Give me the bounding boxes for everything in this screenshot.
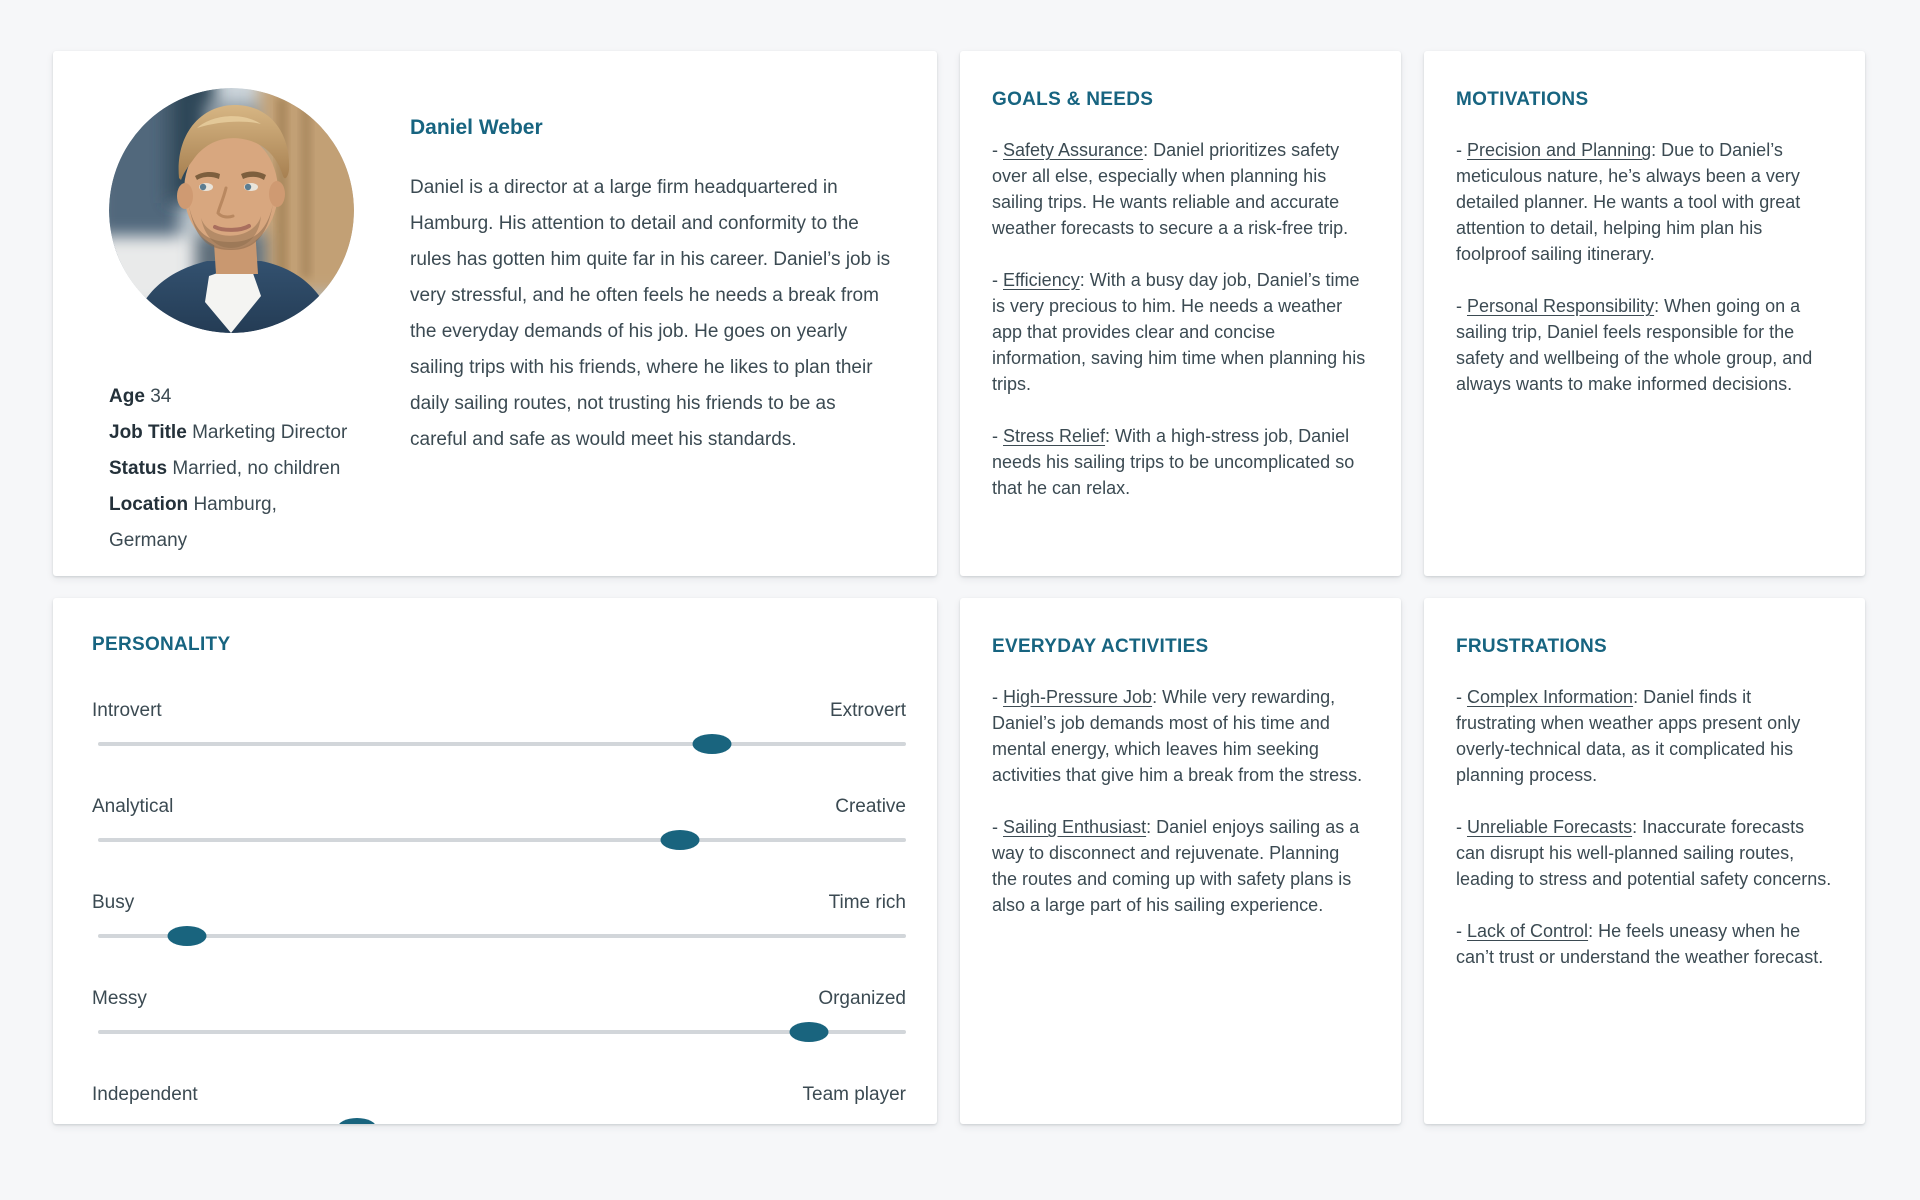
- bullet-item: [992, 684, 1369, 788]
- bullet-text: : While very rewarding, Daniel’s job demands most of his time and mental energy, which leaves him seeking activities that give him a break from the stress.: [992, 687, 1363, 785]
- bullet-item: [1456, 684, 1833, 788]
- detail-label: Age: [109, 386, 145, 407]
- personality-slider: [92, 988, 906, 1042]
- person-bio: Daniel is a director at a large firm headquartered in Hamburg. His attention to detail and conformity to the rules has gotten him quite far in his career. Daniel’s job is very stressful, and he often feels he needs a break from the everyday demands of his job. He goes on yearly sailing trips with his friends, where he likes to plan their daily sailing routes, not trusting his friends to be as careful and safe as would meet his standards.: [410, 177, 891, 450]
- bullet-term: Lack of Control: [1467, 921, 1589, 941]
- card-title-motivations: MOTIVATIONS: [1456, 89, 1589, 110]
- personality-slider: [92, 700, 906, 754]
- slider-right-label: Time rich: [828, 892, 906, 913]
- personality-slider: [92, 796, 906, 850]
- card-title-everyday: EVERYDAY ACTIVITIES: [992, 636, 1209, 657]
- bullet-text: : Daniel finds it frustrating when weather apps present only overly-technical data, as it complicated his planning process.: [1456, 687, 1801, 785]
- bullet-term: Sailing Enthusiast: [1003, 817, 1147, 837]
- frustrations-bullet-list: [1456, 684, 1833, 970]
- slider-labels: [92, 892, 906, 914]
- profile-details: [109, 379, 354, 559]
- slider-left-label: Messy: [92, 988, 147, 1009]
- bullet-term: Efficiency: [1003, 270, 1080, 290]
- everyday-activities-card: [960, 598, 1401, 1124]
- slider-track[interactable]: [98, 830, 906, 850]
- bullet-item: [1456, 137, 1833, 267]
- profile-photo: [109, 88, 354, 333]
- slider-right-label: Extrovert: [829, 700, 906, 721]
- slider-knob[interactable]: [167, 926, 206, 946]
- card-title-personality: PERSONALITY: [92, 634, 231, 655]
- bullet-term: High-Pressure Job: [1003, 687, 1153, 707]
- slider-knob[interactable]: [790, 1022, 829, 1042]
- slider-knob[interactable]: [693, 734, 732, 754]
- slider-knob[interactable]: [660, 830, 699, 850]
- bullet-prefix: -: [992, 140, 1003, 160]
- slider-track-line: [98, 742, 906, 746]
- bullet-text: : With a busy day job, Daniel’s time is very precious to him. He needs a weather app that provides clear and concise information, saving him time when planning his trips.: [992, 270, 1366, 394]
- bullet-term: Complex Information: [1467, 687, 1634, 707]
- bullet-text: : Daniel prioritizes safety over all else, especially when planning his sailing trips. He wants reliable and accurate weather forecasts to secure a a risk-free trip.: [992, 140, 1349, 238]
- bullet-item: [1456, 918, 1833, 970]
- slider-left-label: Analytical: [92, 796, 174, 817]
- detail-value: Hamburg, Germany: [109, 494, 277, 551]
- slider-labels: [92, 1084, 906, 1106]
- slider-track-line: [98, 838, 906, 842]
- bullet-prefix: -: [1456, 921, 1467, 941]
- slider-left-label: Introvert: [92, 700, 162, 721]
- bullet-prefix: -: [992, 270, 1003, 290]
- portrait-illustration: [109, 88, 354, 333]
- bullet-text: : Daniel enjoys sailing as a way to disconnect and rejuvenate. Planning the routes and coming up with safety plans is also a large part of his sailing experience.: [992, 817, 1360, 915]
- bullet-term: Stress Relief: [1003, 426, 1106, 446]
- slider-labels: [92, 988, 906, 1010]
- detail-row-job-title: [109, 415, 354, 451]
- slider-right-label: Creative: [835, 796, 906, 817]
- bullet-term: Precision and Planning: [1467, 140, 1652, 160]
- detail-value: Married, no children: [172, 458, 341, 479]
- detail-row-age: [109, 379, 354, 415]
- bullet-item: [992, 814, 1369, 918]
- bullet-prefix: -: [1456, 296, 1467, 316]
- personality-sliders: [92, 700, 906, 1124]
- detail-row-location: [109, 487, 354, 559]
- bullet-item: [992, 137, 1369, 241]
- slider-labels: [92, 796, 906, 818]
- detail-value: Marketing Director: [192, 422, 348, 443]
- slider-right-label: Organized: [818, 988, 906, 1009]
- slider-labels: [92, 700, 906, 722]
- bullet-text: : Inaccurate forecasts can disrupt his well-planned sailing routes, leading to stress and potential safety concerns.: [1456, 817, 1832, 889]
- slider-track-line: [98, 934, 906, 938]
- slider-left-label: Busy: [92, 892, 135, 913]
- bullet-term: Unreliable Forecasts: [1467, 817, 1633, 837]
- detail-label: Status: [109, 458, 168, 479]
- slider-track[interactable]: [98, 734, 906, 754]
- personality-card: [53, 598, 937, 1124]
- detail-value: 34: [150, 386, 172, 407]
- bullet-prefix: -: [992, 426, 1003, 446]
- bullet-prefix: -: [992, 687, 1003, 707]
- goals-bullet-list: [992, 137, 1369, 501]
- detail-row-status: [109, 451, 354, 487]
- bullet-item: [1456, 293, 1833, 397]
- personality-slider: [92, 892, 906, 946]
- bullet-text: : With a high-stress job, Daniel needs his sailing trips to be uncomplicated so that he can relax.: [992, 426, 1355, 498]
- slider-track[interactable]: [98, 926, 906, 946]
- bullet-text: : When going on a sailing trip, Daniel feels responsible for the safety and wellbeing of the whole group, and always wants to make informed decisions.: [1456, 296, 1813, 394]
- bullet-term: Personal Responsibility: [1467, 296, 1655, 316]
- detail-label: Job Title: [109, 422, 187, 443]
- slider-left-label: Independent: [92, 1084, 198, 1105]
- bullet-text: : Due to Daniel’s meticulous nature, he’s always been a very detailed planner. He wants a tool with great attention to detail, helping him plan his foolproof sailing itinerary.: [1456, 140, 1801, 264]
- bullet-prefix: -: [992, 817, 1003, 837]
- bullet-prefix: -: [1456, 687, 1467, 707]
- profile-right-column: [410, 88, 897, 546]
- slider-track[interactable]: [98, 1022, 906, 1042]
- bullet-item: [992, 423, 1369, 501]
- bullet-prefix: -: [1456, 140, 1467, 160]
- bullet-term: Safety Assurance: [1003, 140, 1144, 160]
- persona-board: [53, 51, 1865, 1124]
- profile-left-column: [109, 88, 354, 551]
- card-title-frustrations: FRUSTRATIONS: [1456, 636, 1608, 657]
- bullet-item: [992, 267, 1369, 397]
- profile-card: [53, 51, 937, 576]
- bullet-item: [1456, 814, 1833, 892]
- bullet-prefix: -: [1456, 817, 1467, 837]
- detail-label: Location: [109, 494, 189, 515]
- slider-right-label: Team player: [802, 1084, 906, 1105]
- personality-slider: [92, 1084, 906, 1124]
- card-title-goals: GOALS & NEEDS: [992, 89, 1154, 110]
- bullet-text: : He feels uneasy when he can’t trust or understand the weather forecast.: [1456, 921, 1824, 967]
- everyday-bullet-list: [992, 684, 1369, 918]
- slider-knob[interactable]: [337, 1118, 376, 1124]
- slider-track[interactable]: [98, 1118, 906, 1124]
- goals-needs-card: [960, 51, 1401, 576]
- motivations-card: [1424, 51, 1865, 576]
- person-name: Daniel Weber: [410, 116, 543, 139]
- slider-track-line: [98, 1030, 906, 1034]
- frustrations-card: [1424, 598, 1865, 1124]
- motivations-bullet-list: [1456, 137, 1833, 397]
